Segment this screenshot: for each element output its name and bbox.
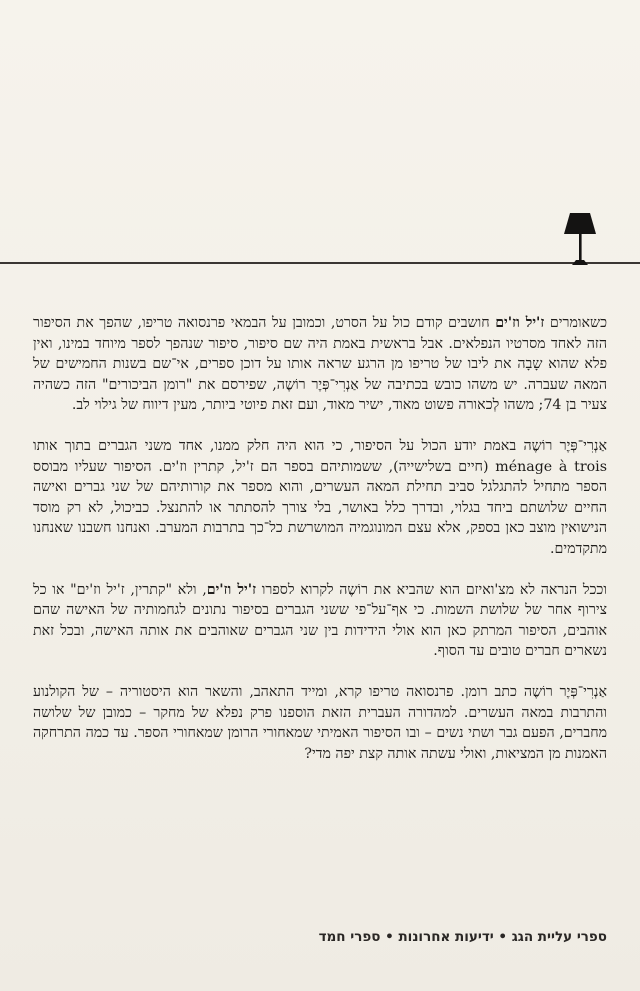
book-title: ז'יל וז'ים	[495, 315, 545, 331]
french-phrase: ménage à trois	[495, 458, 607, 475]
blurb-paragraph-3: וככל הנראה לא מצ'ואיזם הוא שהביא את רוֹשֶה לקרוא לספרו ז'יל וז'ים, ולא "קתרין, ז'יל וז'ים" או כל צירוף אחר של שלושת השמות. כי אף־על־פי ששני הגברים בסיפור נתונים לגחמותיה של האישה שהם אוהבים, הסיפור המרתק כאן הוא אולי הידידות בין שני הגברים שאוהבים את אותה האישה, ובכל זאת נשארים חברים טובים עד הסוף.	[33, 581, 607, 660]
publisher-imprint: ספרי עליית הגג • ידיעות אחרונות • ספרי חמד	[318, 929, 607, 945]
table-lamp-icon	[563, 213, 597, 265]
back-cover-blurb	[33, 313, 607, 784]
blurb-paragraph-4: אַנְרִי־פְּיֶר רוֹשֶה כתב רומן. פרנסואה טריפו קרא, ומייד התאהב, והשאר הוא היסטוריה – של הקולנוע והתרבות במאה העשרים. למהדורה העברית הזאת הוספנו פרק נפלא של מחקר – כמובן של שלושה מחברים, הפעם גבר ושתי נשים – ובו הסיפור האמיתי שמאחורי הרומן שמאחורי הספר. עד כמה התרחקה האמנות מן המציאות, ואולי עשתה אותה קצת יפה מדי?	[33, 683, 607, 762]
blurb-paragraph-2: אַנְרִי־פְּיֶר רוֹשֶה באמת יודע הכול על הסיפור, כי הוא היה חלק ממנו, אחד משני הגברים בתוך אותו ménage à trois (חיים בשלישייה), ששמותיהם בספר הם ז'יל, קתרין וז'ים. הסיפור שעליו מבוסס הספר מתחיל להתגלגל סביב תחילת המאה העשרים, והוא מספר את קורותיהם של שני גברים ואישה החיים שלושתם ביחד בגלוי, ובדרך כלל באושר, בלי צורך להסתתר או להתנצל. כביכול, לא רק מוסד הנישואין מוצב כאן בספק, אלא עצם המונוגמיה המושרשת כל־כך בתרבות המערב. ואנחנו חשבנו שאנחנו מתקדמים.	[33, 437, 607, 557]
blurb-paragraph-1: כשאומרים ז'יל וז'ים חושבים קודם כול על הסרט, וכמובן על הבמאי פרנסואה טריפו, שהפך את הסיפור הזה לאחד מסרטיו הנפלאים. אבל בראשית באמת היה שם סיפור, סיפור שנהפך לספר מיוחד במינו, ואין פלא שהוא שָבָה את ליבו של טריפו מן הרגע שראה אותו על דוכן ספרים, אי־שם בשנות החמישים של המאה שעברה. יש משהו כובש בכתיבה של אַנְרִי־פְּיֶר רוֹשֶה, שפירסם את "רומן הביכורים" הזה כשהיה צעיר בן 74; משהו לְכאורה פשוט מאוד, ישיר מאוד, ועם זאת פיוטי ביותר, מעין דיווח של גילוי לב.	[33, 315, 607, 414]
book-title: ז'יל וז'ים	[206, 581, 257, 598]
horizontal-rule	[0, 262, 640, 264]
